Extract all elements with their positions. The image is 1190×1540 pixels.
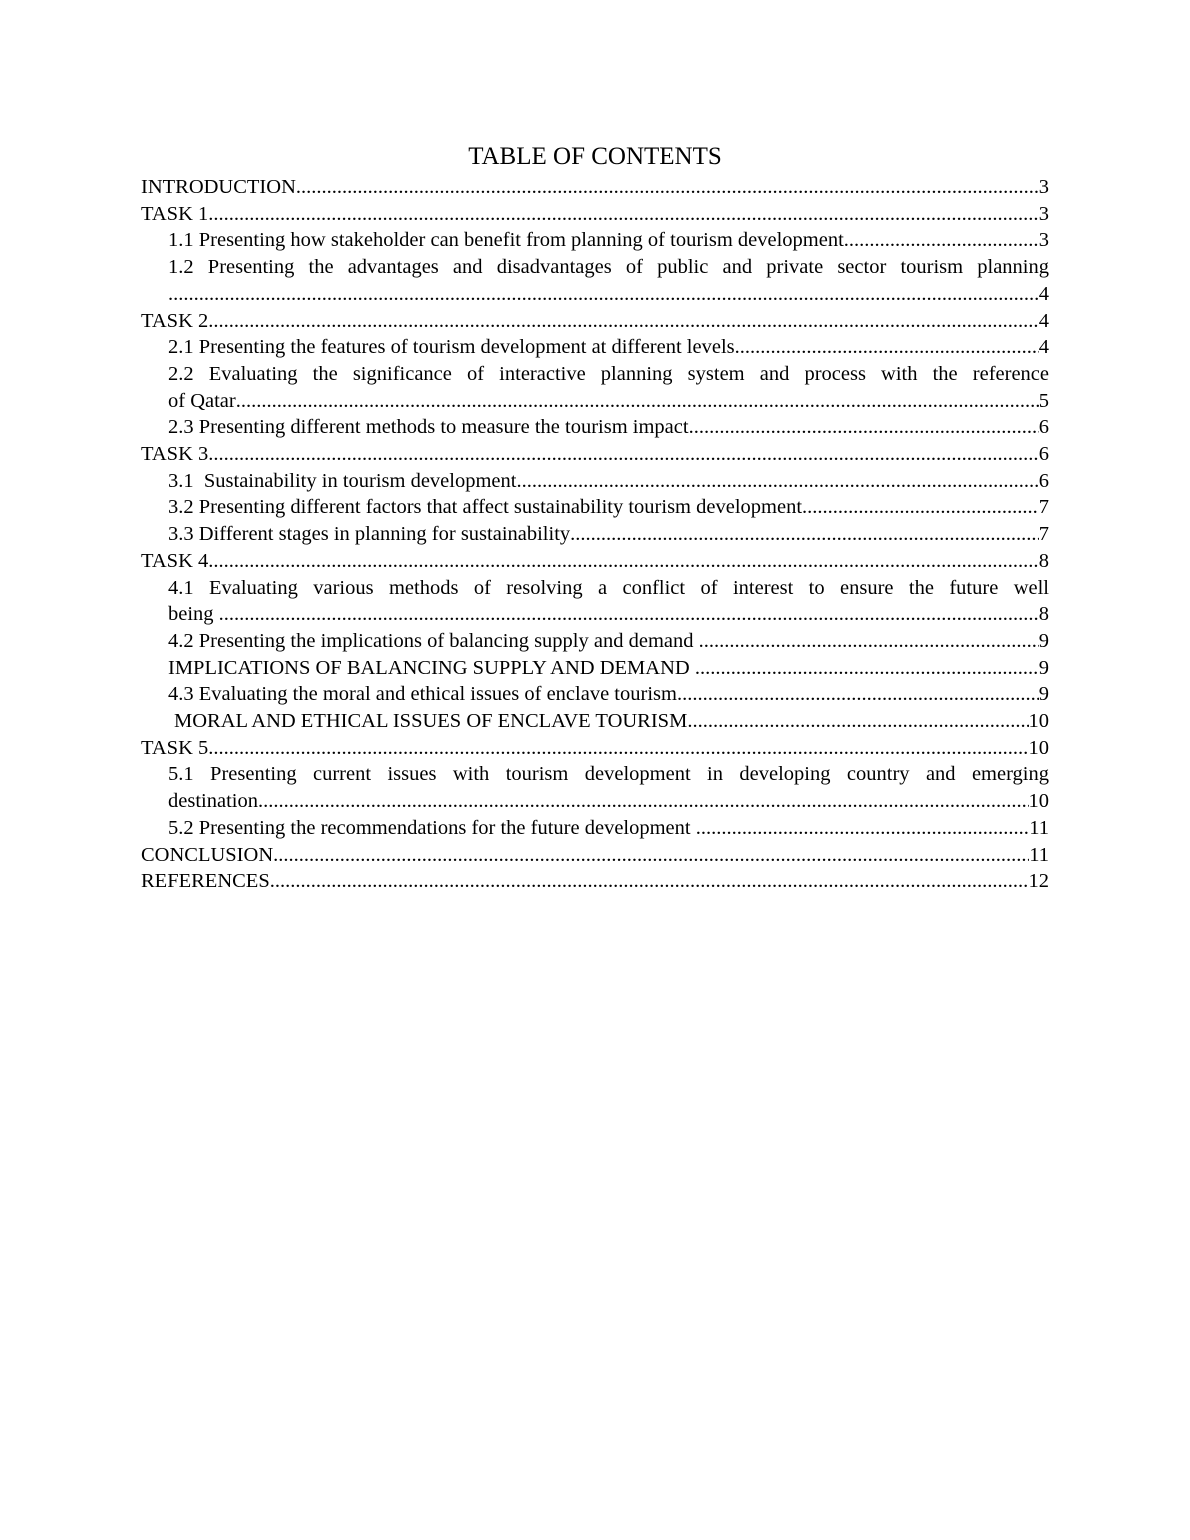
toc-page-number: 7 bbox=[1038, 496, 1049, 519]
dot-leader bbox=[236, 388, 1039, 415]
toc-entry-text-line2: destination bbox=[168, 790, 258, 813]
toc-entry-text: MORAL AND ETHICAL ISSUES OF ENCLAVE TOURISM bbox=[174, 710, 688, 733]
toc-entry-text: 4.3 Evaluating the moral and ethical issues of enclave tourism bbox=[168, 683, 677, 706]
toc-entry-1-2[interactable] bbox=[141, 254, 1049, 307]
toc-entry-text-line1: 4.1 Evaluating various methods of resolving a conflict of interest to ensure the future well bbox=[168, 576, 1049, 599]
toc-page-number: 9 bbox=[1038, 656, 1049, 679]
toc-entry-introduction[interactable] bbox=[141, 174, 1049, 201]
toc-entry-4-3[interactable] bbox=[141, 681, 1049, 708]
dot-leader bbox=[844, 227, 1039, 254]
dot-leader bbox=[677, 681, 1039, 708]
toc-entry-text: 5.2 Presenting the recommendations for the future development bbox=[168, 816, 696, 839]
toc-entry-text: 3.3 Different stages in planning for sustainability bbox=[168, 523, 571, 546]
toc-entry-4-2[interactable] bbox=[141, 628, 1049, 655]
dot-leader bbox=[802, 494, 1039, 521]
toc-entry-text: 1.1 Presenting how stakeholder can benefit from planning of tourism development bbox=[168, 229, 844, 252]
toc-entry-4-1[interactable] bbox=[141, 575, 1049, 628]
toc-page-number: 8 bbox=[1038, 603, 1049, 626]
dot-leader bbox=[296, 174, 1039, 201]
toc-page-number: 7 bbox=[1038, 523, 1049, 546]
dot-leader bbox=[696, 815, 1030, 842]
dot-leader bbox=[168, 281, 1039, 308]
toc-entry-5-2[interactable] bbox=[141, 815, 1049, 842]
toc-entry-3-1[interactable] bbox=[141, 468, 1049, 495]
toc-page-number: 3 bbox=[1038, 229, 1049, 252]
toc-entry-text: TASK 5 bbox=[141, 736, 209, 759]
dot-leader bbox=[208, 308, 1038, 335]
toc-page-number: 6 bbox=[1038, 416, 1049, 439]
dot-leader bbox=[689, 414, 1039, 441]
toc-entry-text: 3.1 Sustainability in tourism development bbox=[168, 469, 517, 492]
toc-entry-moral-ethical-heading[interactable] bbox=[141, 708, 1049, 735]
dot-leader bbox=[208, 548, 1038, 575]
toc-entry-5-1[interactable] bbox=[141, 761, 1049, 814]
toc-entry-text-line1: 1.2 Presenting the advantages and disadvantages of public and private sector tourism planning bbox=[168, 256, 1049, 279]
toc-entry-text: IMPLICATIONS OF BALANCING SUPPLY AND DEMAND bbox=[168, 656, 695, 679]
toc-entry-text-line2: of Qatar bbox=[168, 389, 236, 412]
toc-entry-2-3[interactable] bbox=[141, 414, 1049, 441]
toc-entry-text: TASK 3 bbox=[141, 443, 209, 466]
toc-page-number: 5 bbox=[1038, 389, 1049, 412]
toc-page-number: 6 bbox=[1038, 469, 1049, 492]
toc-entry-3-3[interactable] bbox=[141, 521, 1049, 548]
toc-entry-task-4[interactable] bbox=[141, 548, 1049, 575]
toc-entry-text: CONCLUSION bbox=[141, 843, 274, 866]
toc-page-number: 8 bbox=[1038, 549, 1049, 572]
dot-leader bbox=[516, 468, 1038, 495]
dot-leader bbox=[208, 201, 1038, 228]
toc-entry-text: TASK 4 bbox=[141, 549, 209, 572]
toc-page-number: 9 bbox=[1038, 683, 1049, 706]
toc-page-number: 3 bbox=[1038, 176, 1049, 198]
toc-entry-text: REFERENCES bbox=[141, 870, 270, 893]
dot-leader bbox=[208, 441, 1038, 468]
toc-entry-text: TASK 1 bbox=[141, 202, 209, 225]
toc-entry-text: 3.2 Presenting different factors that affect sustainability tourism development bbox=[168, 496, 803, 519]
toc-entry-conclusion[interactable] bbox=[141, 842, 1049, 869]
toc-entry-1-1[interactable] bbox=[141, 227, 1049, 254]
dot-leader bbox=[695, 655, 1039, 682]
toc-entry-3-2[interactable] bbox=[141, 494, 1049, 521]
dot-leader bbox=[258, 788, 1029, 815]
toc-page-number: 9 bbox=[1038, 629, 1049, 652]
toc-entry-references[interactable] bbox=[141, 868, 1049, 895]
toc-entry-task-2[interactable] bbox=[141, 308, 1049, 335]
toc-entry-text-line1: 2.2 Evaluating the significance of interactive planning system and process with the reference bbox=[168, 362, 1049, 385]
toc-page-number: 6 bbox=[1038, 443, 1049, 466]
dot-leader bbox=[273, 842, 1029, 869]
toc-entry-text: 4.2 Presenting the implications of balancing supply and demand bbox=[168, 629, 699, 652]
dot-leader bbox=[699, 628, 1039, 655]
toc-entry-implications-heading[interactable] bbox=[141, 655, 1049, 682]
toc-list bbox=[141, 174, 1049, 895]
dot-leader bbox=[219, 601, 1039, 628]
toc-entry-2-2[interactable] bbox=[141, 361, 1049, 414]
toc-page-number: 10 bbox=[1028, 790, 1049, 813]
toc-entry-text: 2.1 Presenting the features of tourism development at different levels bbox=[168, 336, 735, 359]
toc-page-number: 12 bbox=[1028, 870, 1049, 893]
toc-entry-text: INTRODUCTION bbox=[141, 176, 296, 198]
toc-page-number: 3 bbox=[1038, 202, 1049, 225]
toc-entry-2-1[interactable] bbox=[141, 334, 1049, 361]
toc-page-number: 11 bbox=[1029, 816, 1049, 839]
toc-entry-task-3[interactable] bbox=[141, 441, 1049, 468]
toc-entry-task-5[interactable] bbox=[141, 735, 1049, 762]
toc-entry-text: TASK 2 bbox=[141, 309, 209, 332]
toc-entry-task-1[interactable] bbox=[141, 201, 1049, 228]
toc-page-number: 4 bbox=[1038, 309, 1049, 332]
toc-page-number: 11 bbox=[1029, 843, 1049, 866]
dot-leader bbox=[735, 334, 1039, 361]
dot-leader bbox=[208, 735, 1028, 762]
document-page bbox=[141, 140, 1049, 895]
toc-entry-text-line1: 5.1 Presenting current issues with tourism development in developing country and emerging bbox=[168, 763, 1049, 786]
toc-title: TABLE OF CONTENTS bbox=[468, 143, 722, 170]
toc-page-number: 4 bbox=[1038, 282, 1049, 305]
toc-entry-text: 2.3 Presenting different methods to measure the tourism impact bbox=[168, 416, 689, 439]
dot-leader bbox=[570, 521, 1039, 548]
toc-entry-text-line2: being bbox=[168, 603, 219, 626]
toc-page-number: 10 bbox=[1028, 736, 1049, 759]
dot-leader bbox=[270, 868, 1029, 895]
toc-page-number: 10 bbox=[1028, 710, 1049, 733]
toc-page-number: 4 bbox=[1038, 336, 1049, 359]
dot-leader bbox=[687, 708, 1028, 735]
